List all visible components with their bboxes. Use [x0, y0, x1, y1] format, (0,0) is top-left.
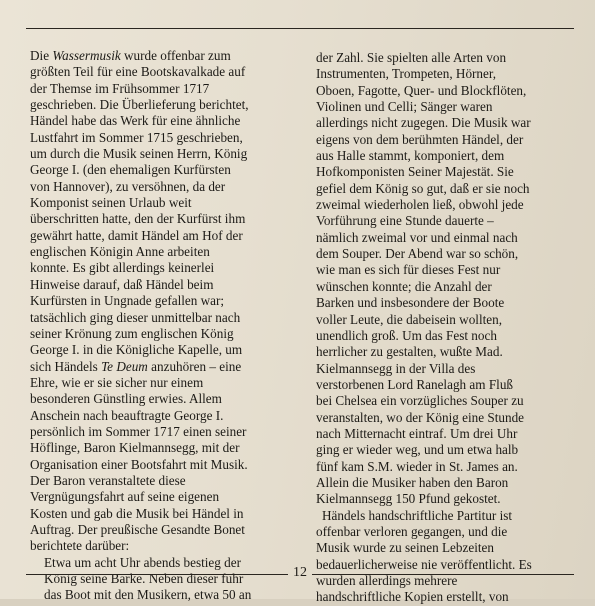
text-line: [316, 279, 574, 295]
text-segment: dem Souper. Der Abend war so schön,: [316, 246, 519, 262]
text-segment: Barken und insbesondere der Boote: [316, 295, 505, 311]
text-line: [30, 195, 288, 211]
text-line: [316, 99, 574, 115]
text-line: [30, 342, 288, 358]
text-segment: wurde offenbar zum: [120, 48, 231, 63]
text-segment: berichtete darüber:: [30, 538, 130, 554]
text-segment: Violinen und Celli; Sänger waren: [316, 99, 493, 115]
text-segment: englischen Königin Anne arbeiten: [30, 244, 210, 260]
text-segment: bei Chelsea ein vorzügliches Souper zu: [316, 393, 524, 409]
text-segment: Etwa um acht Uhr abends bestieg der: [44, 554, 242, 570]
text-segment: ging er wieder weg, und um etwa halb: [316, 442, 519, 458]
text-segment: eigens von dem berühmten Händel, der: [316, 131, 524, 147]
text-line: [316, 459, 574, 475]
text-line: [30, 113, 288, 129]
text-line: [30, 146, 288, 162]
text-line: [30, 489, 288, 505]
text-line: [30, 64, 288, 80]
text-segment: gewährt hatte, damit Händel am Hof der: [30, 227, 243, 243]
text-line: [316, 262, 574, 278]
text-line: [30, 359, 288, 375]
text-line: [316, 328, 574, 344]
text-line: [316, 508, 574, 524]
text-line: [30, 326, 288, 342]
text-line: [30, 408, 288, 424]
text-line: [316, 197, 574, 213]
text-segment: bedauerlicherweise nie veröffentlicht. Es: [316, 556, 532, 572]
text-segment: Instrumenten, Trompeten, Hörner,: [316, 66, 497, 82]
text-line: [30, 130, 288, 146]
text-segment: Kurfürsten in Ungnade gefallen war;: [30, 293, 225, 309]
text-segment: Musik wurde zu seinen Lebzeiten: [316, 540, 494, 556]
text-line: [30, 179, 288, 195]
text-line: [316, 50, 574, 66]
text-segment: Vergnügungsfahrt auf seine eigenen: [30, 489, 220, 505]
footer-rule-left: [26, 574, 288, 575]
text-line: [316, 475, 574, 491]
page-number: 12: [293, 565, 307, 580]
text-segment: voller Leute, die dabeisein wollten,: [316, 311, 503, 327]
text-segment: Die: [30, 48, 53, 63]
italic-title: Te Deum: [101, 358, 148, 374]
text-line: [316, 295, 574, 311]
text-line: [316, 66, 574, 82]
text-segment: Anschein nach beauftragte George I.: [30, 407, 224, 423]
text-line: [30, 538, 288, 554]
text-line: [30, 228, 288, 244]
text-line: [30, 506, 288, 522]
text-segment: anzuhören – eine: [147, 358, 242, 374]
text-segment: aus Halle stammt, komponiert, dem: [316, 148, 505, 164]
text-segment: besonderen Günstling erwies. Allem: [30, 391, 222, 407]
text-segment: Kosten und gab die Musik bei Händel in: [30, 505, 244, 521]
text-segment: überschritten hatte, den der Kurfürst ihm: [30, 211, 246, 227]
text-segment: Vorführung eine Stunde dauerte –: [316, 213, 494, 229]
top-rule: [26, 28, 574, 29]
text-segment: handschriftliche Kopien erstellt, von: [316, 589, 509, 605]
text-segment: der Zahl. Sie spielten alle Arten von: [316, 50, 507, 65]
text-line: [316, 361, 574, 377]
text-segment: Der Baron veranstaltete diese: [30, 472, 186, 488]
text-segment: Kielmannsegg 150 Pfund gekostet.: [316, 491, 501, 507]
text-line: [316, 524, 574, 540]
text-segment: Kielmannsegg in der Villa des: [316, 360, 476, 376]
text-segment: gefiel dem König so gut, daß er sie noch: [316, 180, 530, 196]
text-segment: Händels handschriftliche Partitur ist: [322, 507, 513, 523]
page-footer: [26, 567, 574, 581]
text-segment: persönlich im Sommer 1717 einen seiner: [30, 423, 247, 439]
text-line: [30, 375, 288, 391]
text-segment: verstorbenen Lord Ranelagh am Fluß: [316, 376, 514, 392]
text-segment: veranstalten, wo der König eine Stunde: [316, 409, 525, 425]
text-segment: Händel habe das Werk für eine ähnliche: [30, 113, 241, 129]
text-line: [316, 442, 574, 458]
text-segment: nämlich zweimal vor und einmal nach: [316, 229, 518, 245]
text-segment: George I. (den ehemaligen Kurfürsten: [30, 162, 231, 178]
text-segment: Hofkomponisten Seiner Majestät. Sie: [316, 164, 514, 180]
text-segment: wurden allerdings mehrere: [316, 573, 458, 588]
text-segment: Auftrag. Der preußische Gesandte Bonet: [30, 521, 245, 537]
text-segment: Oboen, Fagotte, Quer- und Blockflöten,: [316, 82, 527, 98]
text-segment: König seine Barke. Neben dieser fuhr: [44, 571, 244, 586]
text-line: [30, 244, 288, 260]
text-line: [316, 246, 574, 262]
text-line: [30, 48, 288, 64]
text-line: [30, 277, 288, 293]
text-segment: zweimal wiederholen ließ, obwohl jede: [316, 197, 524, 213]
text-line: [30, 97, 288, 113]
text-line: [30, 440, 288, 456]
text-segment: herrlicher zu gestalten, wußte Mad.: [316, 344, 503, 360]
text-segment: Lustfahrt im Sommer 1715 geschrieben,: [30, 129, 243, 145]
text-segment: Ehre, wie er sie sicher nur einem: [30, 374, 204, 390]
text-segment: fünf kam S.M. wieder in St. James an.: [316, 458, 518, 474]
text-line: [30, 310, 288, 326]
italic-title: Wassermusik: [52, 48, 121, 63]
text-line: [30, 162, 288, 178]
text-line: [30, 211, 288, 227]
text-line: [30, 260, 288, 276]
text-segment: wünschen konnte; die Anzahl der: [316, 278, 492, 294]
text-segment: geschrieben. Die Überlieferung berichtet,: [30, 97, 249, 113]
text-line: [316, 213, 574, 229]
text-line: [30, 391, 288, 407]
text-segment: nach Mitternacht eintraf. Um drei Uhr: [316, 425, 518, 441]
text-line: [316, 377, 574, 393]
text-segment: seiner Krönung zum englischen König: [30, 325, 234, 341]
text-segment: unendlich groß. Um das Fest noch: [316, 327, 497, 343]
text-line: [316, 491, 574, 507]
text-segment: konnte. Es gibt allerdings keinerlei: [30, 260, 215, 276]
text-segment: Allein die Musiker haben den Baron: [316, 474, 509, 490]
text-segment: wie man es sich für dieses Fest nur: [316, 262, 501, 278]
text-segment: das Boot mit den Musikern, etwa 50 an: [44, 587, 252, 603]
text-segment: sich Händels: [30, 358, 102, 374]
text-line: [316, 83, 574, 99]
text-line: [30, 424, 288, 440]
right-text-column: [316, 50, 574, 606]
text-segment: Komponist seinen Urlaub weit: [30, 195, 192, 211]
text-segment: um durch die Musik seinen Herrn, König: [30, 146, 248, 162]
text-line: [316, 344, 574, 360]
text-line: [316, 181, 574, 197]
text-segment: der Themse im Frühsommer 1717: [30, 80, 210, 96]
text-line: [316, 115, 574, 131]
text-segment: George I. in die Königliche Kapelle, um: [30, 342, 243, 358]
text-line: [30, 457, 288, 473]
text-line: [316, 426, 574, 442]
text-line: [316, 148, 574, 164]
text-line: [316, 393, 574, 409]
text-line: [30, 587, 288, 603]
text-line: [316, 164, 574, 180]
text-line: [30, 81, 288, 97]
text-segment: größten Teil für eine Bootskavalkade auf: [30, 64, 246, 80]
text-line: [316, 230, 574, 246]
text-segment: allerdings nicht zugegen. Die Musik war: [316, 115, 531, 131]
text-line: [316, 540, 574, 556]
text-segment: tatsächlich ging dieser unmittelbar nach: [30, 309, 241, 325]
text-line: [316, 312, 574, 328]
text-line: [316, 589, 574, 605]
footer-rule-right: [312, 574, 574, 575]
text-segment: von Hannover), zu versöhnen, da der: [30, 178, 226, 194]
text-line: [30, 473, 288, 489]
left-text-column: [30, 48, 288, 604]
text-segment: offenbar verloren gegangen, und die: [316, 523, 508, 539]
text-segment: Höflinge, Baron Kielmannsegg, mit der: [30, 440, 240, 456]
text-segment: Hinweise darauf, daß Händel beim: [30, 276, 214, 292]
text-segment: Organisation einer Bootsfahrt mit Musik.: [30, 456, 248, 472]
text-line: [316, 410, 574, 426]
text-line: [30, 522, 288, 538]
text-line: [30, 293, 288, 309]
text-line: [316, 132, 574, 148]
